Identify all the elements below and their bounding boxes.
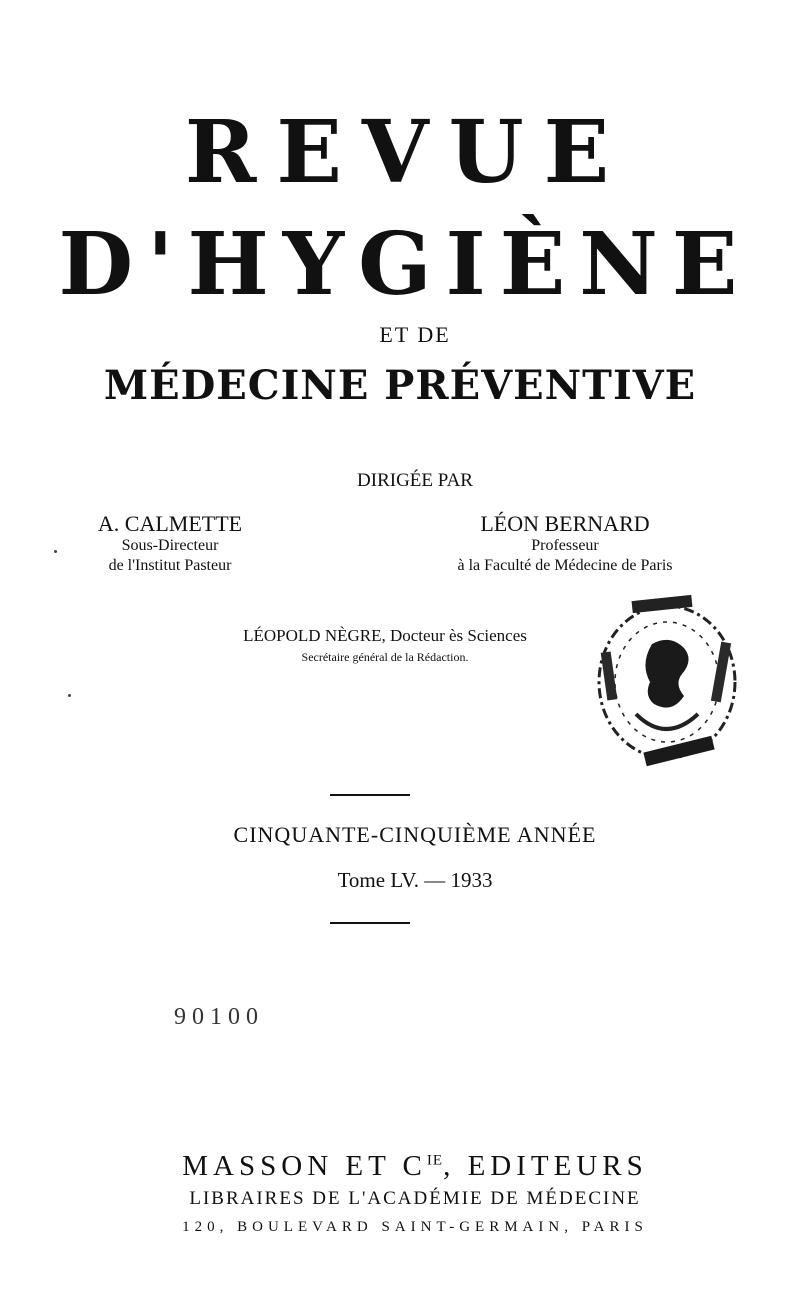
secretary-role: Secrétaire général de la Rédaction. bbox=[301, 650, 469, 664]
editor-calmette bbox=[50, 512, 290, 576]
journal-title-revue: REVUE bbox=[184, 102, 630, 203]
volume-year: CINQUANTE-CINQUIÈME ANNÉE bbox=[233, 822, 597, 847]
publisher-name-suffix: , EDITEURS bbox=[443, 1150, 648, 1182]
shelfmark-number: 90100 bbox=[174, 1004, 264, 1030]
print-speck bbox=[54, 550, 57, 553]
title-connector: ET DE bbox=[379, 322, 451, 347]
editor-name: A. CALMETTE bbox=[97, 511, 243, 536]
editor-name: LÉON BERNARD bbox=[480, 511, 650, 536]
editor-bernard bbox=[405, 512, 725, 576]
journal-title-medecine-preventive: MÉDECINE PRÉVENTIVE bbox=[103, 362, 697, 409]
editor-role: Sous-Directeur bbox=[121, 537, 219, 555]
library-stamp bbox=[592, 594, 742, 774]
publisher-affiliation: LIBRAIRES DE L'ACADÉMIE DE MÉDECINE bbox=[189, 1188, 641, 1209]
directed-by-label: DIRIGÉE PAR bbox=[357, 470, 473, 491]
volume-tome: Tome LV. — 1933 bbox=[337, 868, 493, 892]
secretary-name: LÉOPOLD NÈGRE, bbox=[243, 626, 386, 645]
divider-rule bbox=[330, 794, 410, 796]
journal-title-hygiene: D'HYGIÈNE bbox=[58, 214, 752, 315]
divider-rule bbox=[330, 922, 410, 924]
publisher-name-main: MASSON ET C bbox=[182, 1150, 427, 1182]
secretary-title: Docteur ès Sciences bbox=[389, 626, 527, 645]
editor-role: Professeur bbox=[531, 537, 599, 555]
secretary-block bbox=[150, 626, 620, 665]
editor-institution: de l'Institut Pasteur bbox=[108, 557, 232, 575]
print-speck bbox=[68, 694, 71, 697]
editor-institution: à la Faculté de Médecine de Paris bbox=[457, 557, 673, 575]
publisher-name bbox=[0, 1150, 800, 1183]
secretary-line bbox=[150, 626, 620, 646]
publisher-address: 120, BOULEVARD SAINT-GERMAIN, PARIS bbox=[182, 1219, 648, 1235]
publisher-name-sup: IE bbox=[426, 1152, 444, 1169]
